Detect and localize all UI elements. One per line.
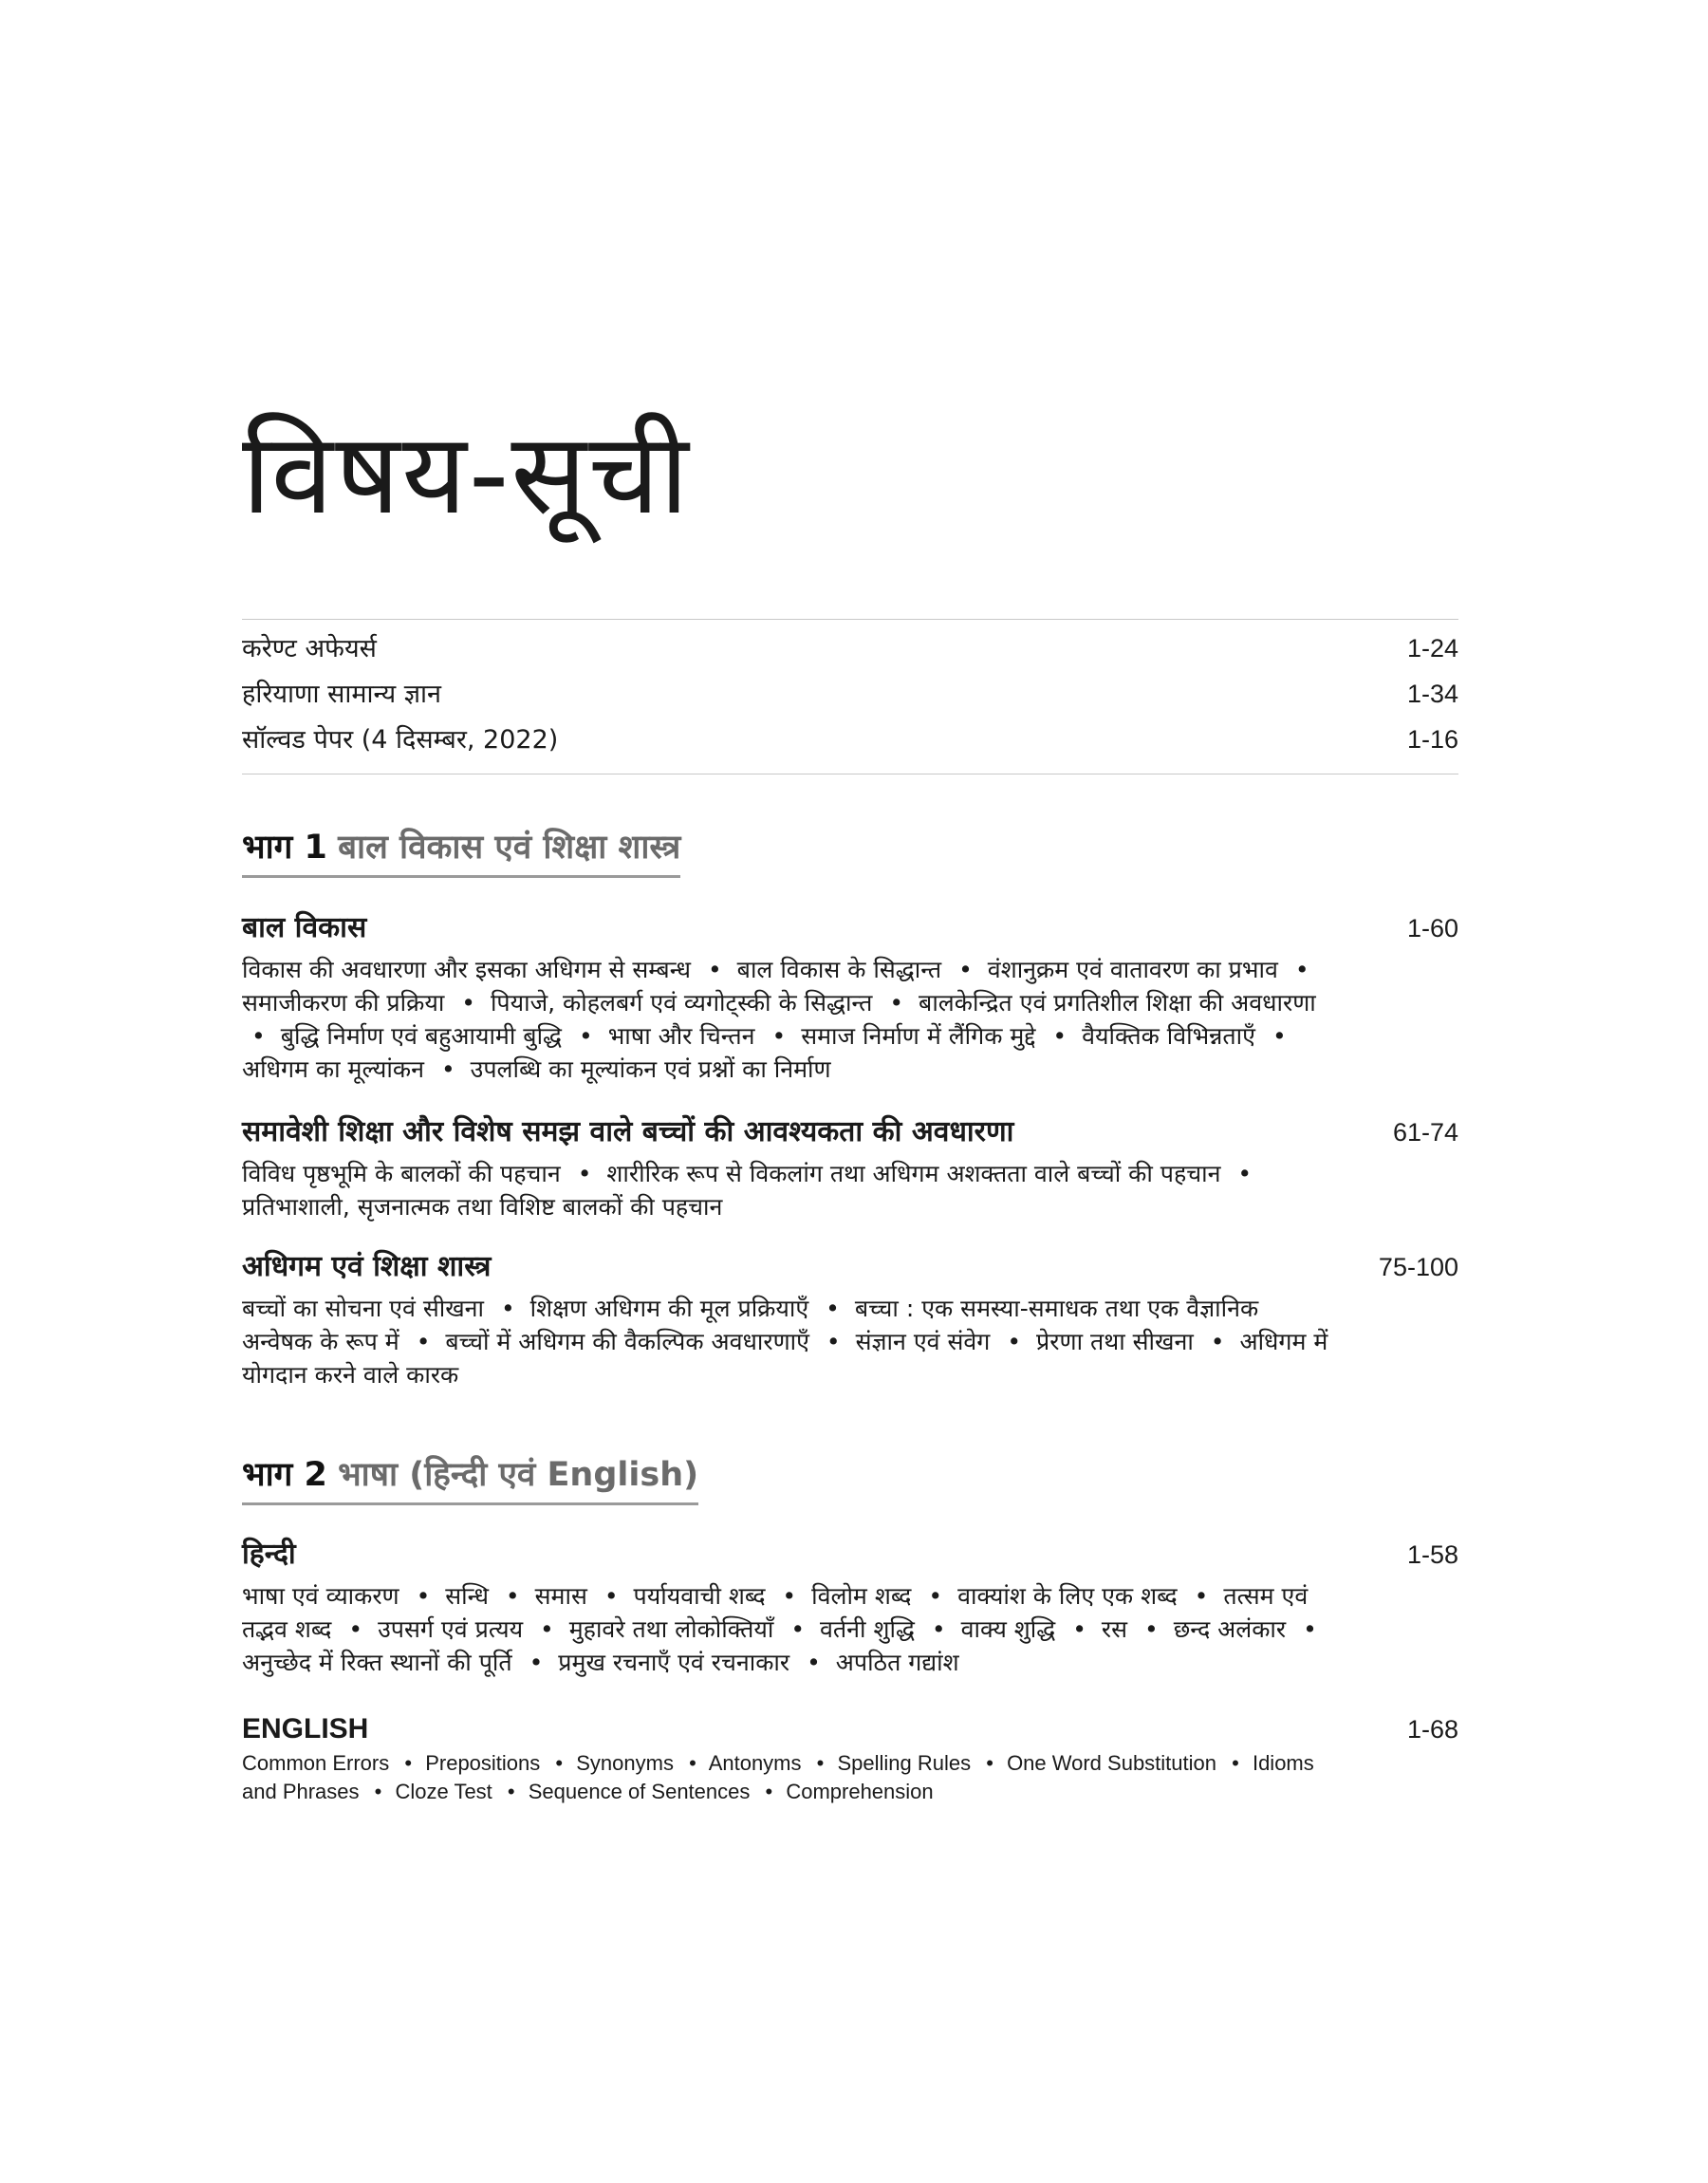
front-matter-item[interactable] xyxy=(242,629,1458,675)
topic-item: One Word Substitution xyxy=(1007,1751,1216,1775)
section-topics xyxy=(242,1579,1333,1679)
bullet-separator: • xyxy=(707,956,722,983)
topic-item: बच्चों का सोचना एवं सीखना xyxy=(242,1295,485,1322)
bullet-separator: • xyxy=(1194,1582,1209,1610)
topic-item: शिक्षण अधिगम की मूल प्रक्रियाएँ xyxy=(529,1295,809,1322)
topic-item: Antonyms xyxy=(708,1751,802,1775)
bullet-separator: • xyxy=(578,1022,593,1050)
bullet-separator: • xyxy=(1007,1328,1022,1355)
section-title: हिन्दी xyxy=(242,1538,296,1571)
part-1-heading xyxy=(242,828,680,878)
bullet-separator: • xyxy=(440,1055,455,1083)
topic-item: वाक्य शुद्धि xyxy=(960,1615,1056,1643)
bullet-separator: • xyxy=(782,1582,797,1610)
section-heading[interactable] xyxy=(242,1245,1458,1284)
bullet-separator: • xyxy=(807,1649,821,1676)
bullet-separator: • xyxy=(577,1160,592,1187)
bullet-separator: • xyxy=(771,1022,787,1050)
bullet-separator: • xyxy=(958,956,973,983)
topic-item: रस xyxy=(1101,1615,1128,1643)
topic-item: भाषा और चिन्तन xyxy=(607,1022,755,1050)
topic-item: पियाजे, कोहलबर्ग एवं व्यगोट्स्की के सिद्धान्त xyxy=(490,989,873,1017)
topic-item: उपलब्धि का मूल्यांकन एवं प्रश्नों का निर्माण xyxy=(470,1055,831,1083)
part-name: बाल विकास एवं शिक्षा शास्त्र xyxy=(338,829,681,867)
bullet-separator: • xyxy=(507,1780,515,1803)
section-heading[interactable] xyxy=(242,1713,1458,1745)
topic-item: विविध पृष्ठभूमि के बालकों की पहचान xyxy=(242,1160,561,1187)
section-title: बाल विकास xyxy=(242,911,367,944)
section-pages: 1-58 xyxy=(1406,1540,1458,1569)
section-topics xyxy=(242,953,1333,1086)
bullet-separator: • xyxy=(603,1582,619,1610)
topic-item: अपठित गद्यांश xyxy=(835,1649,959,1676)
bullet-separator: • xyxy=(404,1751,413,1775)
bullet-separator: • xyxy=(986,1751,993,1775)
bullet-separator: • xyxy=(416,1582,431,1610)
bullet-separator: • xyxy=(505,1582,520,1610)
section-topics xyxy=(242,1749,1333,1806)
topic-item: सन्धि xyxy=(445,1582,489,1610)
front-matter-item[interactable] xyxy=(242,720,1458,766)
topic-item: Cloze Test xyxy=(395,1780,492,1803)
part-name: भाषा (हिन्दी एवं English) xyxy=(338,1456,699,1494)
section-heading[interactable] xyxy=(242,1533,1458,1572)
topic-item: बालकेन्द्रित एवं प्रगतिशील शिक्षा की अवधारणा xyxy=(919,989,1316,1017)
bullet-separator: • xyxy=(1210,1328,1225,1355)
bullet-separator: • xyxy=(765,1780,773,1803)
topic-item: प्रेरणा तथा सीखना xyxy=(1036,1328,1194,1355)
toc-section-adhigam xyxy=(242,1245,1458,1391)
bullet-separator: • xyxy=(1303,1615,1317,1643)
bullet-separator: • xyxy=(1072,1615,1086,1643)
topic-item: विकास की अवधारणा और इसका अधिगम से सम्बन्ध xyxy=(242,956,692,983)
topic-item: संज्ञान एवं संवेग xyxy=(855,1328,991,1355)
section-heading[interactable] xyxy=(242,906,1458,945)
bullet-separator: • xyxy=(251,1022,266,1050)
front-matter-pages: 1-16 xyxy=(1406,725,1458,754)
bullet-separator: • xyxy=(1294,956,1309,983)
bullet-separator: • xyxy=(826,1328,841,1355)
topic-item: बच्चा : एक समस्या-समाधक तथा एक वैज्ञानिक अन्वेषक के रूप में xyxy=(242,1295,1259,1355)
topic-item: अधिगम में योगदान करने वाले कारक xyxy=(242,1328,1328,1389)
topic-item: वर्तनी शुद्धि xyxy=(820,1615,915,1643)
toc-section-samaveshi-shiksha xyxy=(242,1110,1458,1223)
topic-item: प्रमुख रचनाएँ एवं रचनाकार xyxy=(558,1649,790,1676)
bullet-separator: • xyxy=(500,1295,515,1322)
front-matter-list xyxy=(242,619,1458,774)
topic-item: वाक्यांश के लिए एक शब्द xyxy=(957,1582,1178,1610)
topic-item: वंशानुक्रम एवं वातावरण का प्रभाव xyxy=(987,956,1278,983)
topic-item: Spelling Rules xyxy=(837,1751,972,1775)
bullet-separator: • xyxy=(416,1328,431,1355)
bullet-separator: • xyxy=(461,989,475,1017)
topic-item: Common Errors xyxy=(242,1751,390,1775)
page-title: विषय-सूची xyxy=(242,408,691,539)
front-matter-label: सॉल्वड पेपर (4 दिसम्बर, 2022) xyxy=(242,725,559,755)
topic-item: Synonyms xyxy=(576,1751,674,1775)
bullet-separator: • xyxy=(889,989,904,1017)
toc-section-bal-vikas xyxy=(242,906,1458,1086)
topic-item: भाषा एवं व्याकरण xyxy=(242,1582,399,1610)
section-title: समावेशी शिक्षा और विशेष समझ वाले बच्चों की आवश्यकता की अवधारणा xyxy=(242,1115,1014,1148)
bullet-separator: • xyxy=(826,1295,840,1322)
topic-item: तत्सम एवं तद्भव शब्द xyxy=(242,1582,1309,1643)
topic-item: Idioms and Phrases xyxy=(242,1751,1314,1803)
topic-item: समाज निर्माण में लैंगिक मुद्दे xyxy=(801,1022,1036,1050)
topic-item: बच्चों में अधिगम की वैकल्पिक अवधारणाएँ xyxy=(445,1328,809,1355)
bullet-separator: • xyxy=(1052,1022,1068,1050)
bullet-separator: • xyxy=(1143,1615,1159,1643)
bullet-separator: • xyxy=(689,1751,696,1775)
topic-item: Comprehension xyxy=(786,1780,934,1803)
section-title: अधिगम एवं शिक्षा शास्त्र xyxy=(242,1250,492,1283)
topic-item: वैयक्तिक विभिन्नताएँ xyxy=(1082,1022,1255,1050)
bullet-separator: • xyxy=(1232,1751,1239,1775)
topic-item: अनुच्छेद में रिक्त स्थानों की पूर्ति xyxy=(242,1649,512,1676)
bullet-separator: • xyxy=(1237,1160,1253,1187)
section-topics xyxy=(242,1292,1333,1391)
topic-item: समाजीकरण की प्रक्रिया xyxy=(242,989,445,1017)
topic-item: समास xyxy=(534,1582,587,1610)
part-number: भाग 2 xyxy=(242,1456,327,1494)
topic-item: पर्यायवाची शब्द xyxy=(633,1582,766,1610)
bullet-separator: • xyxy=(928,1582,943,1610)
topic-item: उपसर्ग एवं प्रत्यय xyxy=(378,1615,524,1643)
front-matter-pages: 1-34 xyxy=(1406,680,1458,708)
part-2-heading xyxy=(242,1455,698,1505)
section-topics xyxy=(242,1157,1333,1223)
bullet-separator: • xyxy=(931,1615,946,1643)
bullet-separator: • xyxy=(374,1780,382,1803)
section-pages: 61-74 xyxy=(1392,1118,1458,1147)
front-matter-label: करेण्ट अफेयर्स xyxy=(242,634,377,663)
bullet-separator: • xyxy=(529,1649,544,1676)
front-matter-pages: 1-24 xyxy=(1406,634,1458,662)
front-matter-label: हरियाणा सामान्य ज्ञान xyxy=(242,680,441,709)
section-heading[interactable] xyxy=(242,1110,1458,1149)
topic-item: बाल विकास के सिद्धान्त xyxy=(736,956,942,983)
bullet-separator: • xyxy=(1272,1022,1287,1050)
bullet-separator: • xyxy=(540,1615,554,1643)
topic-item: अधिगम का मूल्यांकन xyxy=(242,1055,424,1083)
bullet-separator: • xyxy=(348,1615,363,1643)
topic-item: बुद्धि निर्माण एवं बहुआयामी बुद्धि xyxy=(280,1022,563,1050)
topic-item: विलोम शब्द xyxy=(811,1582,912,1610)
topic-item: छन्द अलंकार xyxy=(1173,1615,1287,1643)
topic-item: प्रतिभाशाली, सृजनात्मक तथा विशिष्ट बालकों की पहचान xyxy=(242,1193,723,1221)
section-pages: 1-68 xyxy=(1406,1715,1458,1744)
topic-item: Prepositions xyxy=(425,1751,541,1775)
section-pages: 75-100 xyxy=(1378,1253,1458,1281)
toc-section-hindi xyxy=(242,1533,1458,1679)
topic-item: मुहावरे तथा लोकोक्तियाँ xyxy=(568,1615,774,1643)
bullet-separator: • xyxy=(790,1615,806,1643)
topic-item: Sequence of Sentences xyxy=(528,1780,751,1803)
section-title: ENGLISH xyxy=(242,1713,369,1745)
bullet-separator: • xyxy=(816,1751,825,1775)
bullet-separator: • xyxy=(555,1751,564,1775)
topic-item: शारीरिक रूप से विकलांग तथा अधिगम अशक्तता वाले बच्चों की पहचान xyxy=(606,1160,1221,1187)
toc-section-english xyxy=(242,1713,1458,1806)
front-matter-item[interactable] xyxy=(242,675,1458,720)
section-pages: 1-60 xyxy=(1406,914,1458,942)
part-number: भाग 1 xyxy=(242,829,327,867)
